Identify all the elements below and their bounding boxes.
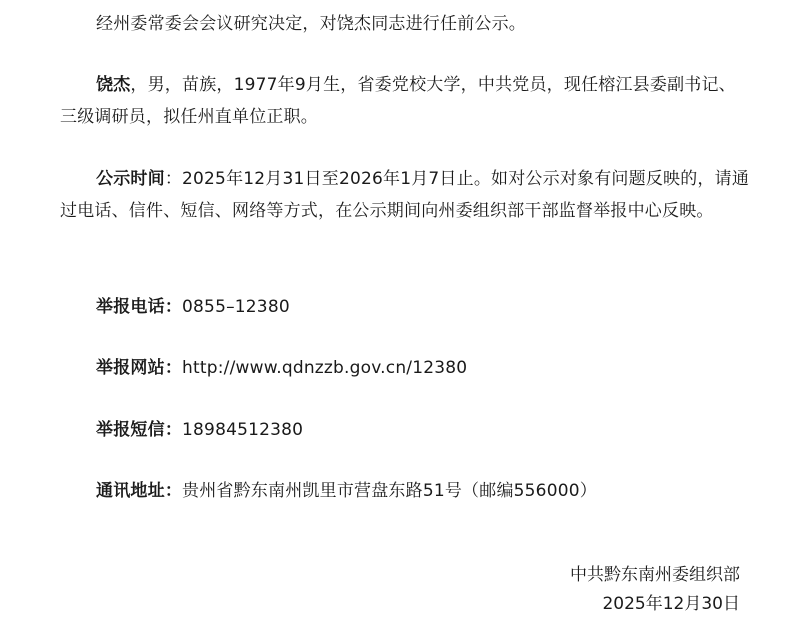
- report-sms-row: [96, 414, 303, 446]
- mailing-address-value: 贵州省黔东南州凯里市营盘东路51号（邮编556000）: [182, 481, 597, 501]
- publicity-period-text: ：2025年12月31日至2026年1月7日止。如对公示对象有问题反映的，请通过电话、信件、短信、网络等方式，在公示期间向州委组织部干部监督举报中心反映。: [60, 169, 750, 221]
- mailing-address-separator: ：: [164, 481, 183, 501]
- publicity-period-paragraph: [60, 163, 750, 227]
- report-sms-label: 举报短信: [96, 420, 165, 440]
- candidate-details: ，男，苗族，1977年9月生，省委党校大学，中共党员，现任榕江县委副书记、三级调研员，拟任州直单位正职。: [60, 75, 736, 127]
- report-website-separator: ：: [164, 358, 183, 378]
- report-phone-value: 0855–12380: [182, 297, 290, 317]
- intro-paragraph: [60, 8, 750, 40]
- publicity-period-label: 公示时间: [96, 169, 165, 189]
- report-website-row: [96, 352, 467, 384]
- intro-text: 经州委常委会会议研究决定，对饶杰同志进行任前公示。: [96, 14, 526, 34]
- report-website-label: 举报网站: [96, 358, 165, 378]
- signature-organization: 中共黔东南州委组织部: [570, 565, 740, 585]
- report-sms-separator: ：: [164, 420, 183, 440]
- report-website-link[interactable]: http://www.qdnzzb.gov.cn/12380: [182, 358, 468, 378]
- report-sms-value: 18984512380: [182, 420, 304, 440]
- mailing-address-label: 通讯地址: [96, 481, 165, 501]
- candidate-paragraph: [60, 69, 750, 133]
- report-phone-row: [96, 291, 290, 323]
- signature-date: 2025年12月30日: [602, 594, 740, 614]
- report-phone-label: 举报电话: [96, 297, 165, 317]
- report-phone-separator: ：: [164, 297, 183, 317]
- mailing-address-row: [96, 475, 597, 507]
- candidate-name: 饶杰: [96, 75, 131, 95]
